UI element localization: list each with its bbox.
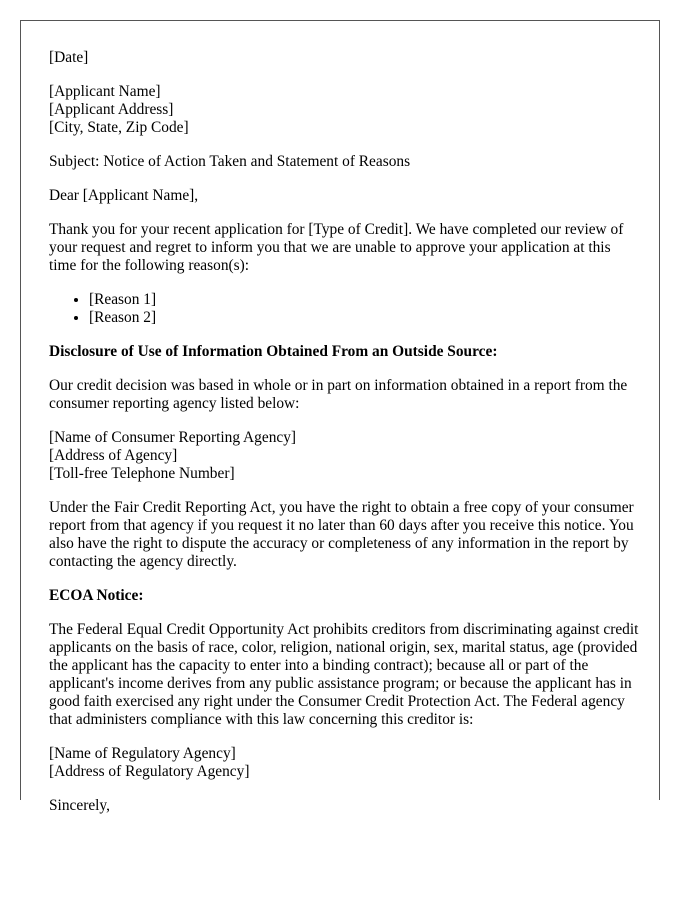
intro-paragraph: Thank you for your recent application for [Type of Credit]. We have completed our review of your request and regret to inform you that we are unable to approve your application at this time for the following reason(s):	[49, 221, 624, 274]
letter-date: [Date]	[49, 49, 89, 66]
disclosure-heading: Disclosure of Use of Information Obtained From an Outside Source:	[49, 343, 498, 360]
regulatory-agency-name: [Name of Regulatory Agency]	[49, 745, 236, 762]
ecoa-heading: ECOA Notice:	[49, 587, 144, 604]
recipient-name: [Applicant Name]	[49, 83, 161, 100]
agency-address-block	[49, 429, 639, 483]
reason-item: • [Reason 1]	[89, 291, 639, 309]
reasons-list	[49, 291, 639, 327]
agency-name: [Name of Consumer Reporting Agency]	[49, 429, 297, 446]
reason-item: • [Reason 2]	[89, 309, 639, 327]
recipient-address: [Applicant Address]	[49, 101, 174, 118]
agency-address: [Address of Agency]	[49, 447, 178, 464]
recipient-address-block	[49, 83, 639, 137]
letter-page	[20, 20, 660, 814]
regulatory-agency-address: [Address of Regulatory Agency]	[49, 763, 250, 780]
recipient-city-state-zip: [City, State, Zip Code]	[49, 119, 189, 136]
letter-closing: Sincerely,	[49, 797, 110, 814]
fcra-paragraph: Under the Fair Credit Reporting Act, you have the right to obtain a free copy of your consumer report from that agency if you request it no later than 60 days after you receive this notice. You also have the right to dispute the accuracy or completeness of any information in the report by contacting the agency directly.	[49, 499, 634, 570]
letter-subject: Subject: Notice of Action Taken and Statement of Reasons	[49, 153, 411, 170]
letter-body	[49, 49, 639, 831]
regulatory-agency-block	[49, 745, 639, 781]
disclosure-paragraph: Our credit decision was based in whole or in part on information obtained in a report from the consumer reporting agency listed below:	[49, 377, 628, 412]
agency-phone: [Toll-free Telephone Number]	[49, 465, 235, 482]
letter-salutation: Dear [Applicant Name],	[49, 187, 199, 204]
ecoa-paragraph: The Federal Equal Credit Opportunity Act prohibits creditors from discriminating against credit applicants on the basis of race, color, religion, national origin, sex, marital status, age (provided the applicant has the capacity to enter into a binding contract); because all or part of the applicant's income derives from any public assistance program; or because the applicant has in good faith exercised any right under the Consumer Credit Protection Act. The Federal agency that administers compliance with this law concerning this creditor is:	[49, 621, 639, 728]
